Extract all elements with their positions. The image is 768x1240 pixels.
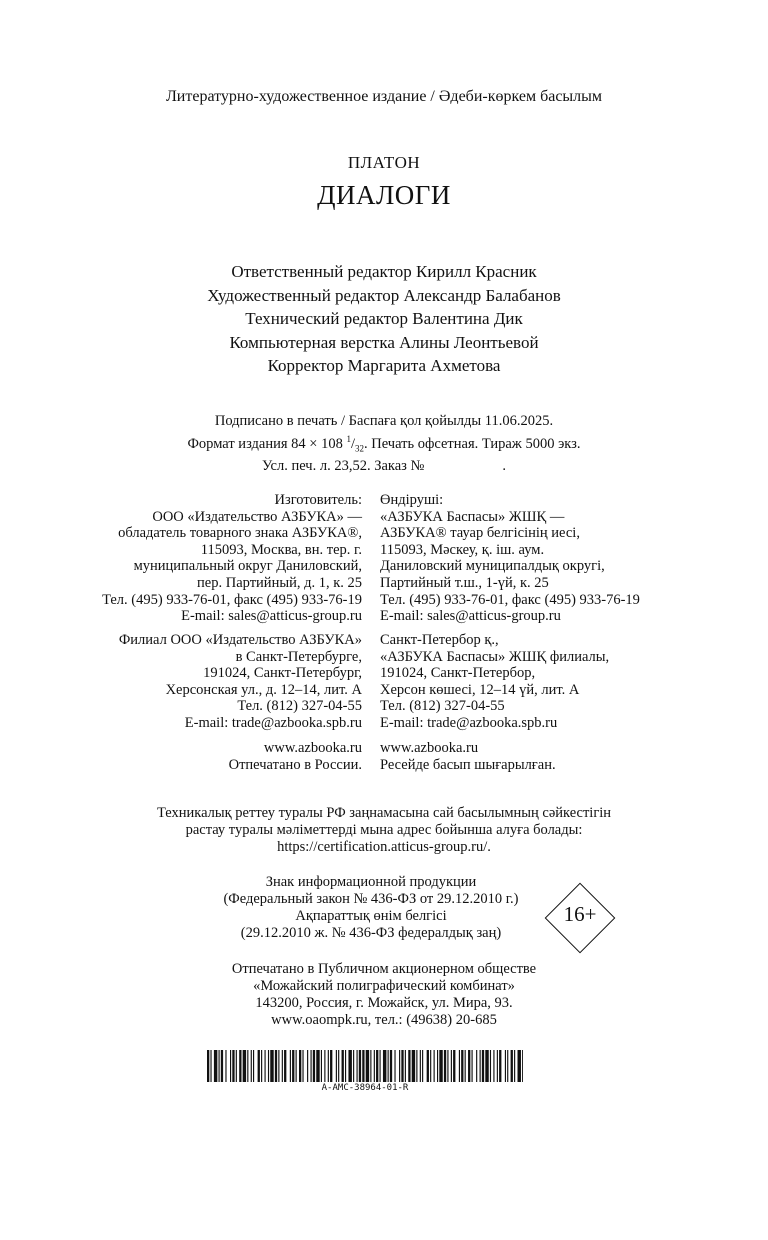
- branch-kz-city: Санкт-Петербор қ.,: [380, 632, 499, 648]
- branch-ru: [60, 632, 362, 732]
- certification-url: https://certification.atticus-group.ru/.: [277, 839, 491, 855]
- genre-line: Литературно-художественное издание / Әдеби-көркем басылым: [165, 88, 603, 105]
- manufacturer-kz-address-2: Даниловский муниципалдық округі,: [380, 558, 605, 575]
- branch-kz-street: Херсон көшесі, 12–14 үй, лит. А: [380, 681, 580, 698]
- print-info: [0, 413, 768, 475]
- manufacturer-ru-address-1: 115093, Москва, вн. тер. г.: [200, 541, 362, 558]
- manufacturer-kz-email: E-mail: sales@atticus-group.ru: [380, 608, 561, 625]
- printer-contacts: www.oaompk.ru, тел.: (49638) 20-685: [271, 1012, 497, 1028]
- info-sign-law-ru: (Федеральный закон № 436-ФЗ от 29.12.2010 г.): [223, 891, 519, 907]
- printer-name: «Можайский полиграфический комбинат»: [253, 978, 515, 994]
- order-line: [0, 458, 768, 476]
- credits-list: [0, 260, 768, 378]
- credit-layout: Компьютерная верстка Алины Леонтьевой: [229, 332, 539, 352]
- info-sign-title-kz: Ақпараттық өнім белгісі: [295, 908, 447, 924]
- manufacturer-kz-address-3: Партийный т.ш., 1-үй, к. 25: [380, 574, 549, 591]
- order-end: .: [502, 457, 506, 474]
- book-author: ПЛАТОН: [347, 153, 421, 172]
- branch-kz-postcode: 191024, Санкт-Петербор,: [380, 665, 536, 682]
- manufacturer-kz-trademark: АЗБУКА® тауар белгісінің иесі,: [380, 525, 580, 542]
- format-fraction-denominator: 32: [355, 443, 364, 454]
- age-rating-badge: [544, 882, 616, 954]
- website-ru: [60, 740, 362, 773]
- printed-in-ru: Отпечатано в России.: [228, 756, 362, 773]
- website-ru-url: www.azbooka.ru: [263, 740, 362, 756]
- credit-managing-editor: Ответственный редактор Кирилл Красник: [231, 262, 537, 281]
- branch-ru-phone: Тел. (812) 327-04-55: [237, 698, 362, 715]
- printer-info: [0, 961, 768, 1029]
- credit-art-editor: Художественный редактор Александр Балабанов: [207, 285, 561, 305]
- info-sign-title-ru: Знак информационной продукции: [265, 874, 477, 890]
- branch-kz-name: «АЗБУКА Баспасы» ЖШҚ филиалы,: [380, 648, 610, 665]
- signed-to-print: Подписано в печать / Баспаға қол қойылды 11.06.2025.: [214, 413, 554, 429]
- manufacturer-kz: [380, 492, 680, 625]
- age-rating-text: 16+: [563, 902, 597, 926]
- barcode-icon: [207, 1050, 523, 1082]
- format-line: Формат издания 84 × 108 $^1/_{32}$. Печать офсетная. Тираж 5000 экз.: [187, 433, 581, 454]
- manufacturer-ru-phone: Тел. (495) 933-76-01, факс (495) 933-76-19: [102, 591, 362, 608]
- barcode-label: А-АМС-38964-01-R: [321, 1083, 409, 1093]
- branch-ru-city: в Санкт-Петербурге,: [235, 648, 362, 665]
- printer-address: 143200, Россия, г. Можайск, ул. Мира, 93.: [255, 995, 513, 1011]
- format-prefix: Формат издания 84 × 108: [187, 435, 343, 452]
- printer-line-1: Отпечатано в Публичном акционерном обществе: [231, 961, 537, 977]
- website-kz-url: www.azbooka.ru: [380, 740, 479, 756]
- branch-kz: [380, 632, 680, 732]
- manufacturer-ru-trademark: обладатель товарного знака АЗБУКА®,: [118, 525, 362, 542]
- format-suffix: . Печать офсетная. Тираж 5000 экз.: [364, 435, 581, 452]
- branch-ru-street: Херсонская ул., д. 12–14, лит. А: [165, 681, 362, 698]
- branch-ru-email: E-mail: trade@azbooka.spb.ru: [184, 714, 362, 731]
- manufacturer-ru-name: ООО «Издательство АЗБУКА» —: [152, 508, 362, 525]
- printed-in-kz: Ресейде басып шығарылған.: [380, 756, 556, 773]
- manufacturer-ru: [60, 492, 362, 625]
- order-text: Усл. печ. л. 23,52. Заказ №: [262, 457, 425, 474]
- credit-proofreader: Корректор Маргарита Ахметова: [267, 356, 501, 375]
- manufacturer-ru-email: E-mail: sales@atticus-group.ru: [181, 608, 362, 625]
- branch-ru-postcode: 191024, Санкт-Петербург,: [203, 665, 362, 682]
- branch-kz-phone: Тел. (812) 327-04-55: [380, 698, 505, 715]
- book-title: ДИАЛОГИ: [317, 180, 451, 210]
- branch-kz-email: E-mail: trade@azbooka.spb.ru: [380, 714, 558, 731]
- credit-technical-editor: Технический редактор Валентина Дик: [245, 309, 523, 328]
- manufacturer-kz-phone: Тел. (495) 933-76-01, факс (495) 933-76-19: [380, 591, 640, 608]
- website-kz: [380, 740, 680, 773]
- manufacturer-kz-name: «АЗБУКА Баспасы» ЖШҚ —: [380, 508, 565, 525]
- manufacturer-ru-heading: Изготовитель:: [274, 492, 362, 508]
- certification-line-2: растау туралы мәліметтерді мына адрес бойынша алуға болады:: [185, 822, 583, 838]
- format-fraction-numerator: 1: [346, 433, 351, 444]
- manufacturer-kz-heading: Өндіруші:: [380, 492, 444, 508]
- certification-line-1: Техникалық реттеу туралы РФ заңнамасына сай басылымның сәйкестігін: [156, 805, 612, 821]
- manufacturer-ru-address-3: пер. Партийный, д. 1, к. 25: [197, 574, 362, 591]
- info-product-sign: [196, 874, 546, 942]
- manufacturer-ru-address-2: муниципальный округ Даниловский,: [133, 558, 362, 575]
- info-sign-law-kz: (29.12.2010 ж. № 436-ФЗ федералдық заң): [240, 925, 502, 941]
- manufacturer-kz-address-1: 115093, Мәскеу, қ. іш. аум.: [380, 541, 545, 558]
- certification-note: [0, 805, 768, 856]
- branch-ru-name: Филиал ООО «Издательство АЗБУКА»: [118, 632, 362, 648]
